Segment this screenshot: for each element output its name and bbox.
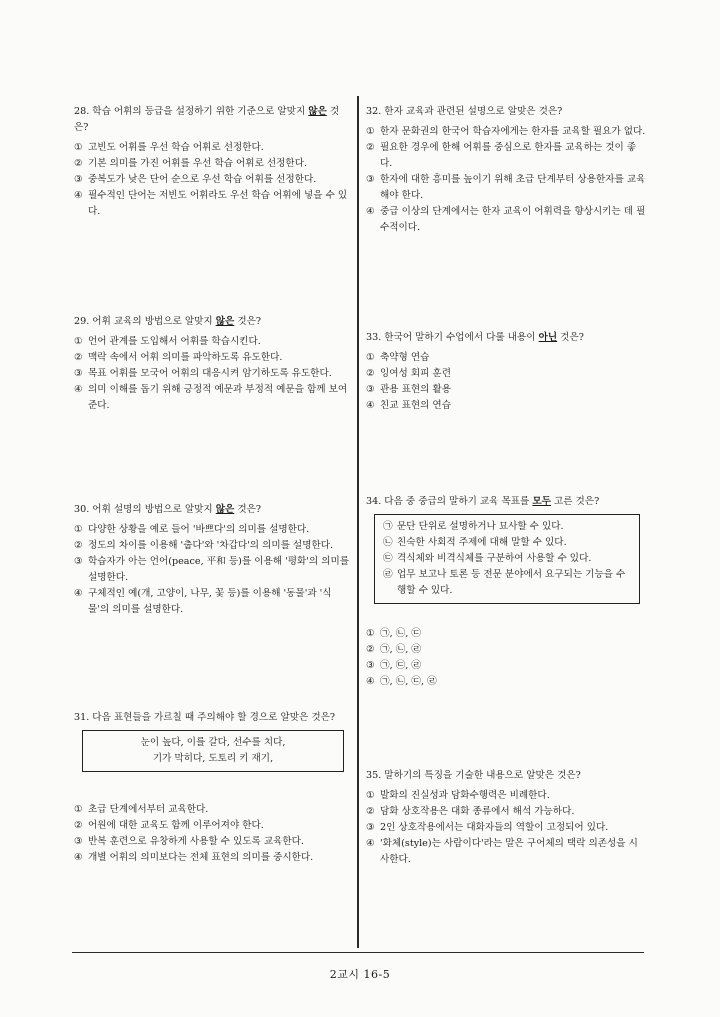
column-divider (357, 96, 359, 948)
option-4[interactable]: ④ 의미 이해를 돕기 위해 긍정적 예문과 부정적 예문을 함께 보여 준다. (74, 384, 348, 411)
box-item: ㉡ 친숙한 사회적 주제에 대해 말할 수 있다. (383, 537, 567, 548)
option-4[interactable]: ④ 친교 표현의 연습 (366, 400, 451, 411)
question-29 (74, 314, 350, 414)
goal-box (374, 514, 640, 604)
question-31 (74, 710, 350, 866)
expression-box (82, 730, 344, 772)
option-4[interactable]: ④ 개별 어휘의 의미보다는 전체 표현의 의미를 중시한다. (74, 852, 314, 863)
box-item: ㉠ 문단 단위로 설명하거나 묘사할 수 있다. (383, 521, 564, 532)
box-line: 기가 막히다, 도토리 키 재기, (152, 753, 274, 764)
box-line: 눈이 높다, 이를 갈다, 선수를 치다, (140, 737, 286, 748)
question-30 (74, 502, 350, 618)
question-stem: 30. 어휘 설명의 방법으로 알맞지 않은 것은? (74, 504, 261, 515)
option-2[interactable]: ② ㉠, ㉡, ㉣ (366, 644, 421, 655)
question-35 (366, 768, 646, 868)
option-2[interactable]: ② 필요한 경우에 한해 어휘를 중심으로 한자를 교육하는 것이 좋다. (366, 142, 637, 169)
option-3[interactable]: ③ ㉠, ㉢, ㉣ (366, 660, 421, 671)
option-4[interactable]: ④ 필수적인 단어는 저빈도 어휘라도 우선 학습 어휘에 넣을 수 있다. (74, 190, 348, 217)
option-4[interactable]: ④ 구체적인 예(개, 고양이, 나무, 꽃 등)를 이용해 '동물'과 '식물'의 의미를 설명한다. (74, 588, 332, 615)
question-stem: 29. 어휘 교육의 방법으로 알맞지 않은 것은? (74, 316, 261, 327)
question-32 (366, 104, 646, 236)
option-3[interactable]: ③ 목표 어휘를 모국어 어휘의 대응시켜 암기하도록 유도한다. (74, 368, 332, 379)
box-item: ㉣ 업무 보고나 토론 등 전문 분야에서 요구되는 기능을 수행할 수 있다. (383, 569, 626, 596)
option-1[interactable]: ① 다양한 상황을 예로 들어 '바쁘다'의 의미를 설명한다. (74, 524, 310, 535)
option-3[interactable]: ③ 한자에 대한 흥미를 높이기 위해 초급 단계부터 상용한자를 교육해야 한다. (366, 174, 646, 201)
option-1[interactable]: ① 언어 관계를 도입해서 어휘를 학습시킨다. (74, 336, 261, 347)
footer-rule (72, 952, 644, 953)
option-4[interactable]: ④ 중급 이상의 단계에서는 한자 교육이 어휘력을 향상시키는 데 필수적이다. (366, 206, 646, 233)
question-stem: 34. 다음 중 중급의 말하기 교육 목표를 모두 고른 것은? (366, 496, 600, 507)
option-4[interactable]: ④ ㉠, ㉡, ㉢, ㉣ (366, 676, 437, 687)
option-1[interactable]: ① ㉠, ㉡, ㉢ (366, 628, 421, 639)
option-3[interactable]: ③ 2인 상호작용에서는 대화자들의 역할이 고정되어 있다. (366, 822, 609, 833)
question-33 (366, 330, 646, 414)
question-stem: 32. 한자 교육과 관련된 설명으로 알맞은 것은? (366, 106, 563, 117)
question-stem: 35. 말하기의 특징을 기술한 내용으로 알맞은 것은? (366, 770, 581, 781)
box-item: ㉢ 격식체와 비격식체를 구분하여 사용할 수 있다. (383, 553, 592, 564)
option-1[interactable]: ① 한자 문화권의 한국어 학습자에게는 한자를 교육할 필요가 없다. (366, 126, 646, 137)
option-3[interactable]: ③ 중복도가 낮은 단어 순으로 우선 학습 어휘를 선정한다. (74, 174, 317, 185)
question-34 (366, 494, 646, 690)
option-1[interactable]: ① 축약형 연습 (366, 352, 430, 363)
option-2[interactable]: ② 기본 의미를 가진 어휘를 우선 학습 어휘로 선정한다. (74, 158, 308, 169)
option-3[interactable]: ③ 관용 표현의 활용 (366, 384, 451, 395)
option-1[interactable]: ① 발화의 진실성과 담화수행력은 비례한다. (366, 790, 550, 801)
option-1[interactable]: ① 고빈도 어휘를 우선 학습 어휘로 선정한다. (74, 142, 264, 153)
question-stem: 33. 한국어 말하기 수업에서 다룰 내용이 아닌 것은? (366, 332, 584, 343)
option-3[interactable]: ③ 학습자가 아는 언어(peace, 平和 등)를 이용해 '평화'의 의미를 설명한다. (74, 556, 350, 583)
option-2[interactable]: ② 잉여성 회피 훈련 (366, 368, 451, 379)
option-4[interactable]: ④ '화체(style)는 사람이다'라는 말은 구어체의 택락 의존성을 시사한다. (366, 838, 638, 865)
page-number: 2교시 16-5 (329, 968, 391, 981)
option-3[interactable]: ③ 반복 훈련으로 유창하게 사용할 수 있도록 교육한다. (74, 836, 304, 847)
option-2[interactable]: ② 맥락 속에서 어휘 의미를 파악하도록 유도한다. (74, 352, 283, 363)
option-2[interactable]: ② 담화 상호작용은 대화 종류에서 해석 가능하다. (366, 806, 575, 817)
option-2[interactable]: ② 정도의 차이를 이용해 '춥다'와 '차갑다'의 의미를 설명한다. (74, 540, 334, 551)
question-28 (74, 104, 350, 220)
option-2[interactable]: ② 어원에 대한 교육도 함께 이루어져야 한다. (74, 820, 264, 831)
question-stem: 28. 학습 어휘의 등급을 설정하기 위한 기준으로 알맞지 않은 것은? (74, 106, 340, 133)
option-1[interactable]: ① 초급 단계에서부터 교육한다. (74, 804, 209, 815)
question-stem: 31. 다음 표현들을 가르칠 때 주의해야 할 경으로 알맞은 것은? (74, 712, 336, 723)
